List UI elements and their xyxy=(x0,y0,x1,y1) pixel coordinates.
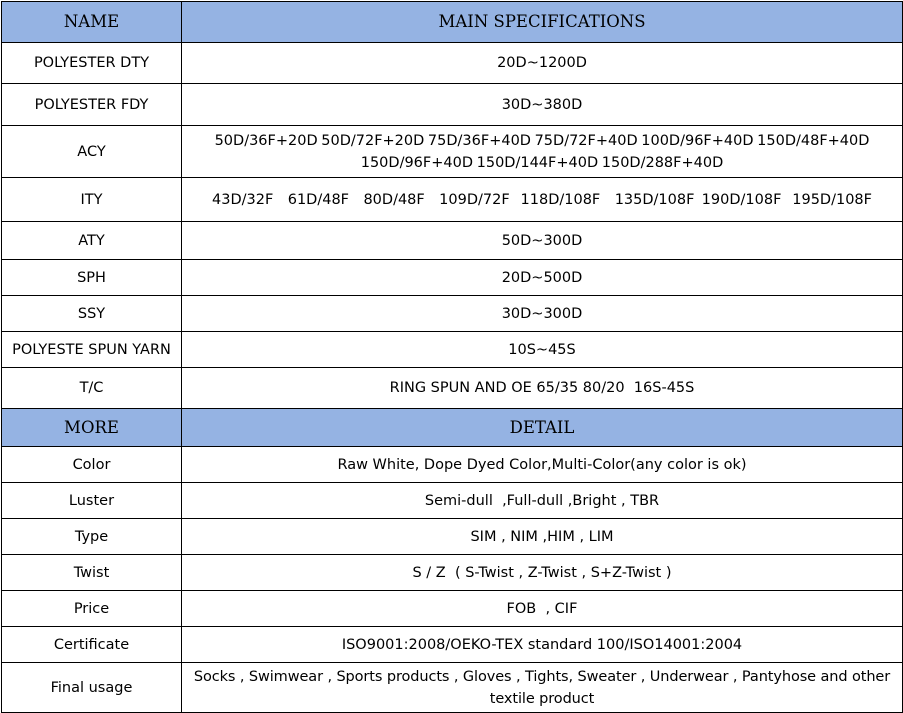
row-name: Price xyxy=(2,591,182,627)
table-row xyxy=(2,84,903,126)
row-value: SIM , NIM ,HIM , LIM xyxy=(182,519,903,555)
table-row xyxy=(2,447,903,483)
table-row xyxy=(2,555,903,591)
row-value: Socks , Swimwear , Sports products , Gloves , Tights, Sweater , Underwear , Pantyhose and other textile product xyxy=(182,663,903,713)
row-value: Raw White, Dope Dyed Color,Multi-Color(any color is ok) xyxy=(182,447,903,483)
header-spec-cell: MAIN SPECIFICATIONS xyxy=(182,2,903,43)
spec-header-row xyxy=(2,2,903,43)
more-header-row xyxy=(2,409,903,447)
table-row xyxy=(2,332,903,368)
row-name: SSY xyxy=(2,296,182,332)
row-name: SPH xyxy=(2,260,182,296)
row-value: 10S~45S xyxy=(182,332,903,368)
table-row xyxy=(2,483,903,519)
row-name: POLYESTER DTY xyxy=(2,43,182,84)
table-row xyxy=(2,627,903,663)
row-value: 50D~300D xyxy=(182,222,903,260)
row-name: POLYESTE SPUN YARN xyxy=(2,332,182,368)
header-name-cell: NAME xyxy=(2,2,182,43)
table-row xyxy=(2,43,903,84)
table-row xyxy=(2,126,903,178)
row-name: Color xyxy=(2,447,182,483)
table-row xyxy=(2,178,903,222)
spec-table xyxy=(1,1,903,713)
header-more-cell: MORE xyxy=(2,409,182,447)
table-row xyxy=(2,591,903,627)
row-value: S / Z ( S-Twist , Z-Twist , S+Z-Twist ) xyxy=(182,555,903,591)
row-name: Type xyxy=(2,519,182,555)
row-value: 43D/32F 61D/48F 80D/48F 109D/72F 118D/108F 135D/108F 190D/108F 195D/108F xyxy=(182,178,903,222)
row-value: 30D~380D xyxy=(182,84,903,126)
row-name: ACY xyxy=(2,126,182,178)
table-row xyxy=(2,519,903,555)
table-row xyxy=(2,368,903,409)
row-value: 50D/36F+20D 50D/72F+20D 75D/36F+40D 75D/72F+40D 100D/96F+40D 150D/48F+40D 150D/96F+40D 150D/144F+40D 150D/288F+40D xyxy=(182,126,903,178)
row-name: ITY xyxy=(2,178,182,222)
row-name: Twist xyxy=(2,555,182,591)
row-name: T/C xyxy=(2,368,182,409)
row-name: Certificate xyxy=(2,627,182,663)
header-detail-cell: DETAIL xyxy=(182,409,903,447)
row-value: 20D~1200D xyxy=(182,43,903,84)
row-name: Luster xyxy=(2,483,182,519)
row-value: RING SPUN AND OE 65/35 80/20 16S-45S xyxy=(182,368,903,409)
table-row xyxy=(2,260,903,296)
row-value: FOB , CIF xyxy=(182,591,903,627)
table-row xyxy=(2,296,903,332)
table-row xyxy=(2,663,903,713)
row-name: Final usage xyxy=(2,663,182,713)
row-name: ATY xyxy=(2,222,182,260)
row-name: POLYESTER FDY xyxy=(2,84,182,126)
row-value: Semi-dull ,Full-dull ,Bright , TBR xyxy=(182,483,903,519)
row-value: ISO9001:2008/OEKO-TEX standard 100/ISO14001:2004 xyxy=(182,627,903,663)
table-row xyxy=(2,222,903,260)
row-value: 30D~300D xyxy=(182,296,903,332)
row-value: 20D~500D xyxy=(182,260,903,296)
